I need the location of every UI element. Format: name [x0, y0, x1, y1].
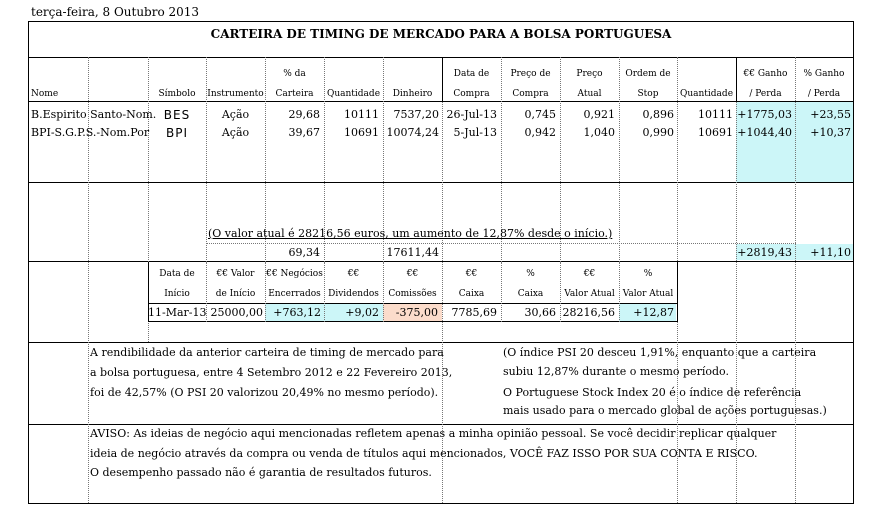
header-data-compra-1: Data de: [453, 69, 490, 79]
row-2-ganho-pct: +10,37: [810, 126, 851, 139]
note-right-3: O Portuguese Stock Index 20 é o índice de referência: [503, 386, 802, 399]
sum-h-comissoes-2: Comissões: [388, 289, 437, 299]
disclaimer-1: AVISO: As ideias de negócio aqui mencionadas refletem apenas a minha opinião pessoal. Se você decidir replicar qualquer: [90, 427, 777, 440]
sum-h-valor-atual-1: €€: [583, 269, 596, 279]
row-2-instrumento: Ação: [221, 126, 250, 139]
sum-h-dividendos-1: €€: [347, 269, 360, 279]
sum-pct-valor-atual: +12,87: [633, 306, 674, 319]
note-left-2: a bolsa portuguesa, entre 4 Setembro 2012 e 22 Fevereiro 2013,: [90, 366, 453, 379]
note-right-1: (O índice PSI 20 desceu 1,91%, enquanto que a carteira: [503, 346, 817, 359]
frame-bottom: [28, 503, 854, 504]
header-ordem-stop-1: Ordem de: [625, 69, 671, 79]
row-1-stop: 0,896: [642, 108, 674, 121]
frame-right: [853, 21, 854, 504]
sum-valor-inicio: 25000,00: [210, 306, 263, 319]
header-preco-compra-1: Preço de: [510, 69, 551, 79]
row-1-qtd: 10111: [344, 108, 379, 121]
header-ordem-stop-2: Stop: [637, 89, 659, 99]
note-right-4: mais usado para o mercado global de ações portuguesas.): [503, 404, 827, 417]
row-2-pct: 39,67: [288, 126, 320, 139]
notes-bottom-line: [28, 424, 854, 425]
row-1-preco-atual: 0,921: [583, 108, 615, 121]
col-sep: [795, 57, 796, 503]
sum-pct-caixa: 30,66: [524, 306, 556, 319]
row-2-qtd: 10691: [344, 126, 379, 139]
sum-h-data-1: Data de: [159, 269, 195, 279]
row-2-preco-atual: 1,040: [583, 126, 615, 139]
sum-h-caixa-1: €€: [465, 269, 478, 279]
header-quantidade: Quantidade: [326, 89, 381, 99]
sum-h-valor-2: de Início: [215, 289, 256, 299]
header-quantidade-2: Quantidade: [679, 89, 734, 99]
summary-header-line: [148, 303, 678, 304]
sum-h-data-2: Início: [164, 289, 190, 299]
sum-h-pct-valor-2: Valor Atual: [622, 289, 674, 299]
row-1-simbolo: BES: [163, 108, 191, 122]
row-2-data: 5-Jul-13: [453, 126, 497, 139]
sum-valor-atual: 28216,56: [562, 306, 615, 319]
header-nome: Nome: [31, 89, 59, 99]
header-preco-atual-1: Preço: [576, 69, 603, 79]
summary-note: (O valor atual é 28216,56 euros, um aumento de 12,87% desde o início.): [208, 227, 613, 240]
row-2-qtd2: 10691: [698, 126, 733, 139]
header-dinheiro: Dinheiro: [392, 89, 433, 99]
sum-h-valor-1: €€ Valor: [216, 269, 255, 279]
header-preco-atual-2: Atual: [577, 89, 602, 99]
total-ganho-pct: +11,10: [810, 246, 851, 259]
total-ganho-eur: +2819,43: [737, 246, 792, 259]
row-2-stop: 0,990: [642, 126, 674, 139]
row-1-dinheiro: 7537,20: [393, 108, 439, 121]
sum-h-negocios-1: €€ Negócios: [266, 269, 323, 279]
sum-h-pct-caixa-2: Caixa: [517, 289, 544, 299]
row-2-simbolo: BPI: [165, 126, 188, 140]
sum-caixa: 7785,69: [451, 306, 497, 319]
row-2-preco-compra: 0,942: [524, 126, 556, 139]
header-ganho-eur-2: / Perda: [749, 89, 782, 99]
note-left-1: A rendibilidade da anterior carteira de timing de mercado para: [90, 346, 444, 359]
sum-data-inicio: 11-Mar-13: [148, 306, 207, 319]
note-left-3: foi de 42,57% (O PSI 20 valorizou 20,49% no mesmo período).: [90, 386, 439, 399]
total-pct: 69,34: [288, 246, 320, 259]
row-1-nome: B.Espirito Santo-Nom.: [31, 108, 157, 121]
header-preco-compra-2: Compra: [512, 89, 549, 99]
frame-top: [28, 21, 854, 22]
sum-h-negocios-2: Encerrados: [268, 289, 321, 299]
sum-h-pct-caixa-1: %: [526, 269, 535, 279]
row-1-ganho-pct: +23,55: [810, 108, 851, 121]
sum-comissoes: -375,00: [395, 306, 438, 319]
sum-dividendos: +9,02: [345, 306, 379, 319]
row-1-preco-compra: 0,745: [524, 108, 556, 121]
sum-negocios: +763,12: [273, 306, 321, 319]
sum-h-dividendos-2: Dividendos: [328, 289, 379, 299]
total-dinheiro: 17611,44: [386, 246, 439, 259]
row-2-ganho-eur: +1044,40: [737, 126, 792, 139]
totals-bottom-line: [28, 261, 854, 262]
row-1-qtd2: 10111: [698, 108, 733, 121]
row-1-instrumento: Ação: [221, 108, 250, 121]
header-pct-carteira-2: Carteira: [275, 89, 314, 99]
header-ganho-pct-2: / Perda: [807, 89, 841, 99]
page-title: CARTEIRA DE TIMING DE MERCADO PARA A BOLSA PORTUGUESA: [210, 27, 672, 41]
summary-border: [677, 262, 678, 322]
header-simbolo: Símbolo: [158, 89, 196, 99]
date-label: terça-feira, 8 Outubro 2013: [31, 5, 200, 19]
disclaimer-3: O desempenho passado não é garantia de resultados futuros.: [90, 466, 432, 479]
totals-top-line: [206, 243, 796, 244]
row-2-dinheiro: 10074,24: [386, 126, 439, 139]
row-2-nome: BPI-S.G.P.S.-Nom.Por: [31, 126, 150, 139]
summary-values-line: [148, 321, 678, 322]
header-ganho-eur-1: €€ Ganho: [743, 69, 788, 79]
header-ganho-pct-1: % Ganho: [803, 69, 845, 79]
row-1-ganho-eur: +1775,03: [737, 108, 792, 121]
sum-h-valor-atual-2: Valor Atual: [564, 289, 615, 299]
header-pct-carteira-1: % da: [283, 69, 306, 79]
header-data-compra-2: Compra: [453, 89, 490, 99]
row-1-data: 26-Jul-13: [446, 108, 497, 121]
table-bottom-line: [28, 182, 854, 183]
row-1-pct: 29,68: [288, 108, 320, 121]
col-sep: [88, 57, 89, 503]
frame-left: [28, 21, 29, 504]
sum-h-comissoes-1: €€: [406, 269, 419, 279]
sum-h-caixa-2: Caixa: [458, 289, 485, 299]
title-underline: [28, 57, 854, 58]
note-right-2: subiu 12,87% durante o mesmo período.: [503, 365, 729, 378]
disclaimer-2: ideia de negócio através da compra ou venda de títulos aqui mencionados, VOCÊ FAZ ISSO POR SUA CONTA E RISCO.: [90, 447, 758, 460]
sum-h-pct-valor-1: %: [643, 269, 653, 279]
header-instrumento: Instrumento: [207, 89, 264, 99]
summary-bottom-line: [28, 342, 854, 343]
